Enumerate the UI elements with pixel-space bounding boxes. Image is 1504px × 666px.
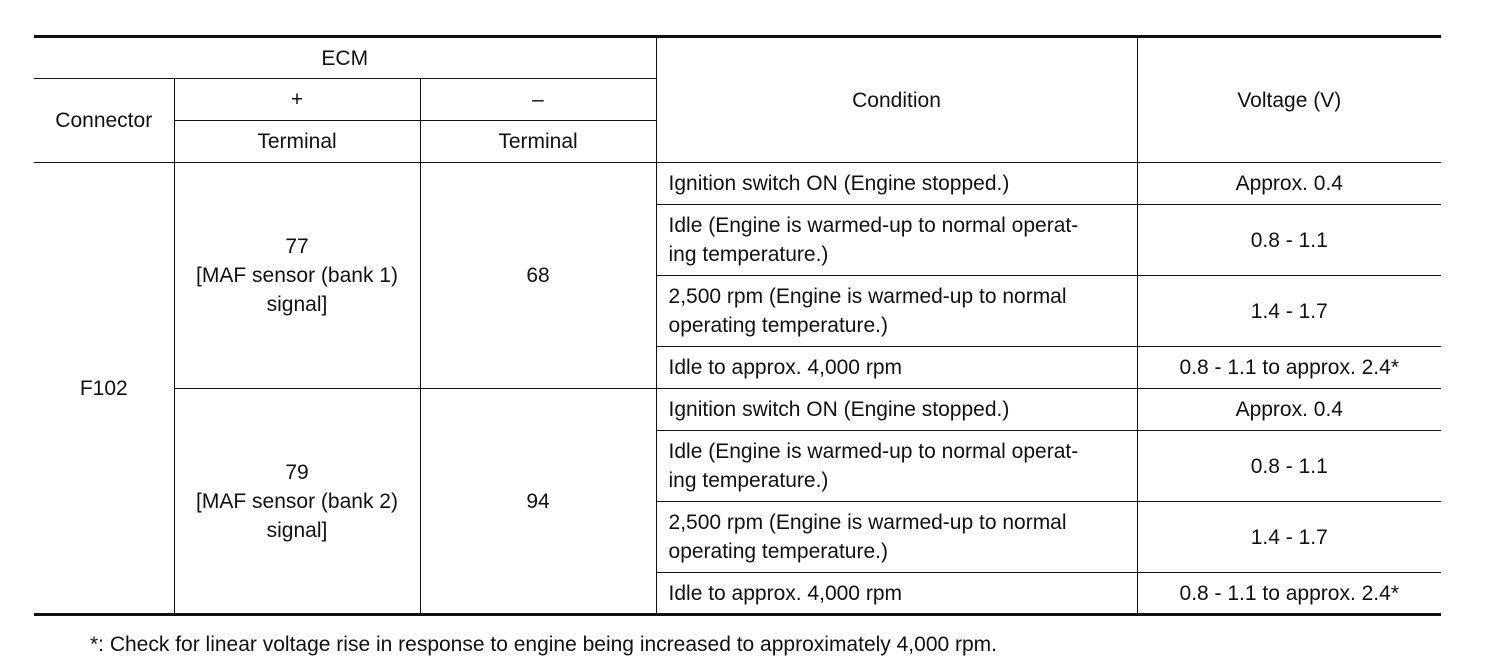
plus-terminal-number: 79: [285, 460, 309, 484]
voltage-cell: 0.8 - 1.1: [1137, 205, 1441, 276]
header-connector: Connector: [34, 79, 174, 163]
header-plus-terminal: Terminal: [174, 121, 420, 163]
table-row: [34, 389, 1441, 431]
condition-line: 2,500 rpm (Engine is warmed-up to normal: [668, 511, 1067, 534]
condition-line: Idle (Engine is warmed-up to normal operat-: [668, 440, 1079, 463]
header-condition: Condition: [656, 37, 1137, 163]
condition-cell: [656, 431, 1137, 502]
condition-line: 2,500 rpm (Engine is warmed-up to normal: [668, 285, 1067, 308]
condition-line: ing temperature.): [668, 469, 829, 492]
condition-cell: [656, 573, 1137, 615]
header-voltage: Voltage (V): [1137, 37, 1441, 163]
plus-terminal-cell: [174, 389, 420, 615]
condition-line: operating temperature.): [668, 540, 888, 563]
voltage-cell: 0.8 - 1.1 to approx. 2.4*: [1137, 573, 1441, 615]
plus-terminal-desc: [MAF sensor (bank 2): [196, 489, 398, 513]
table-row: [34, 163, 1441, 205]
condition-cell: [656, 389, 1137, 431]
plus-terminal-cell: [174, 163, 420, 389]
header-minus-terminal: Terminal: [420, 121, 656, 163]
condition-cell: [656, 276, 1137, 347]
condition-cell: [656, 163, 1137, 205]
condition-line: Idle to approx. 4,000 rpm: [668, 581, 902, 605]
header-minus: –: [420, 79, 656, 121]
minus-terminal-cell: 68: [420, 163, 656, 389]
condition-line: Idle (Engine is warmed-up to normal operat-: [668, 214, 1079, 237]
connector-cell: F102: [34, 163, 174, 615]
voltage-cell: Approx. 0.4: [1137, 389, 1441, 431]
header-ecm: ECM: [34, 37, 656, 79]
condition-cell: [656, 205, 1137, 276]
voltage-cell: 0.8 - 1.1: [1137, 431, 1441, 502]
condition-line: Ignition switch ON (Engine stopped.): [668, 172, 1010, 195]
plus-terminal-desc: [MAF sensor (bank 1): [196, 264, 398, 287]
condition-cell: [656, 502, 1137, 573]
voltage-cell: 1.4 - 1.7: [1137, 276, 1441, 347]
condition-line: ing temperature.): [668, 243, 829, 266]
condition-cell: [656, 347, 1137, 389]
plus-terminal-desc: signal]: [266, 293, 328, 316]
minus-terminal-cell: 94: [420, 389, 656, 615]
plus-terminal-number: 77: [285, 235, 309, 258]
header-plus: +: [174, 79, 420, 121]
condition-line: Ignition switch ON (Engine stopped.): [668, 398, 1010, 421]
voltage-cell: 1.4 - 1.7: [1137, 502, 1441, 573]
footnote: *: Check for linear voltage rise in response to engine being increased to approximately 4,000 rpm.: [90, 633, 998, 656]
condition-line: Idle to approx. 4,000 rpm: [668, 356, 902, 379]
voltage-cell: 0.8 - 1.1 to approx. 2.4*: [1137, 347, 1441, 389]
voltage-cell: Approx. 0.4: [1137, 163, 1441, 205]
plus-terminal-desc: signal]: [266, 518, 328, 542]
condition-line: operating temperature.): [668, 314, 888, 337]
ecm-terminal-voltage-table: [34, 35, 1441, 616]
